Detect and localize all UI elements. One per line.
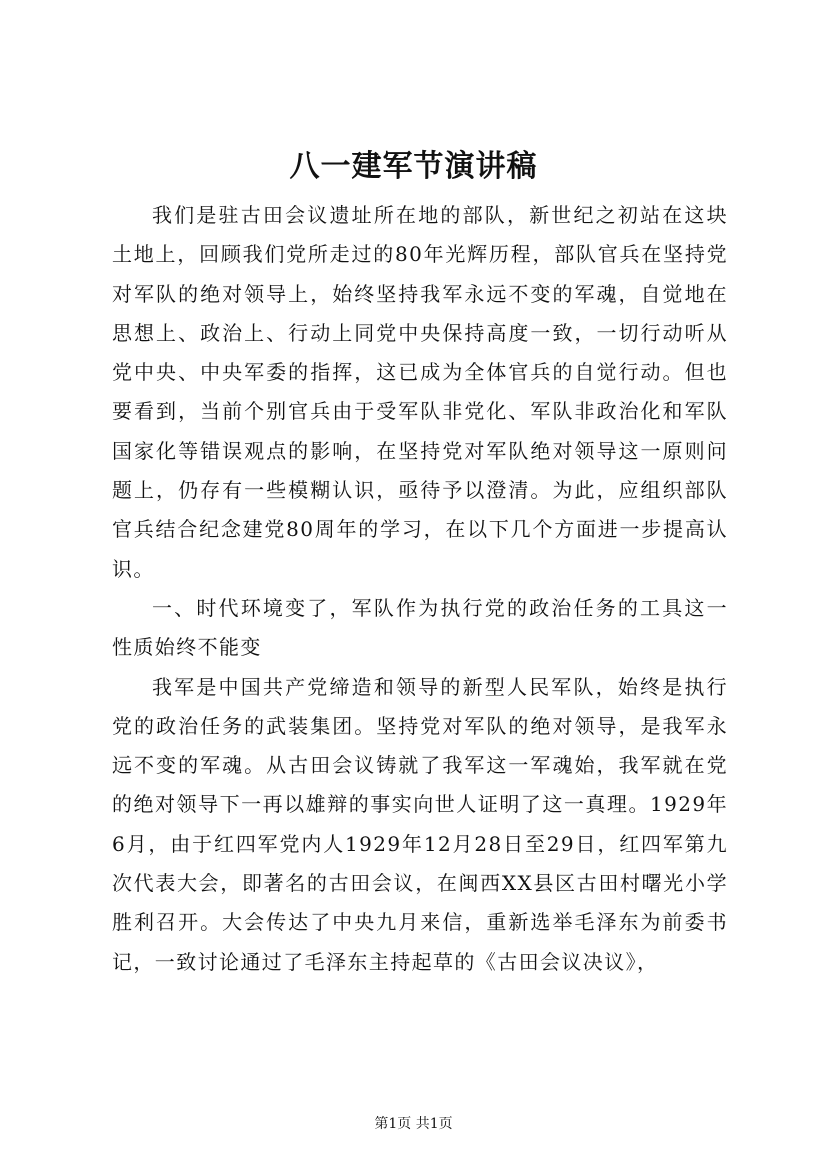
- document-title: 八一建军节演讲稿: [289, 149, 538, 184]
- paragraph-section-1: 我军是中国共产党缔造和领导的新型人民军队，始终是执行党的政治任务的武装集团。坚持党对军队的绝对领导，是我军永远不变的军魂。从古田会议铸就了我军这一军魂始，我军就在党的绝对领导下一再以雄辩的事实向世人证明了这一真理。1929年6月，由于红四军党内人1929年12月28日至29日，红四军第九次代表大会，即著名的古田会议，在闽西XX县区古田村曙光小学胜利召开。大会传达了中央九月来信，重新选举毛泽东为前委书记，一致讨论通过了毛泽东主持起草的《古田会议决议》，: [112, 674, 728, 974]
- page-footer: 第1页 共1页: [374, 1116, 453, 1132]
- document-body: [112, 196, 728, 982]
- paragraph-intro: 我们是驻古田会议遗址所在地的部队，新世纪之初站在这块土地上，回顾我们党所走过的80年光辉历程，部队官兵在坚持党对军队的绝对领导上，始终坚持我军永远不变的军魂，自觉地在思想上、政治上、行动上同党中央保持高度一致，一切行动听从党中央、中央军委的指挥，这已成为全体官兵的自觉行动。但也要看到，当前个别官兵由于受军队非党化、军队非政治化和军队国家化等错误观点的影响，在坚持党对军队绝对领导这一原则问题上，仍存有一些模糊认识，亟待予以澄清。为此，应组织部队官兵结合纪念建党80周年的学习，在以下几个方面进一步提高认识。: [112, 203, 728, 581]
- section-heading-1: 一、时代环境变了，军队作为执行党的政治任务的工具这一性质始终不能变: [112, 595, 728, 660]
